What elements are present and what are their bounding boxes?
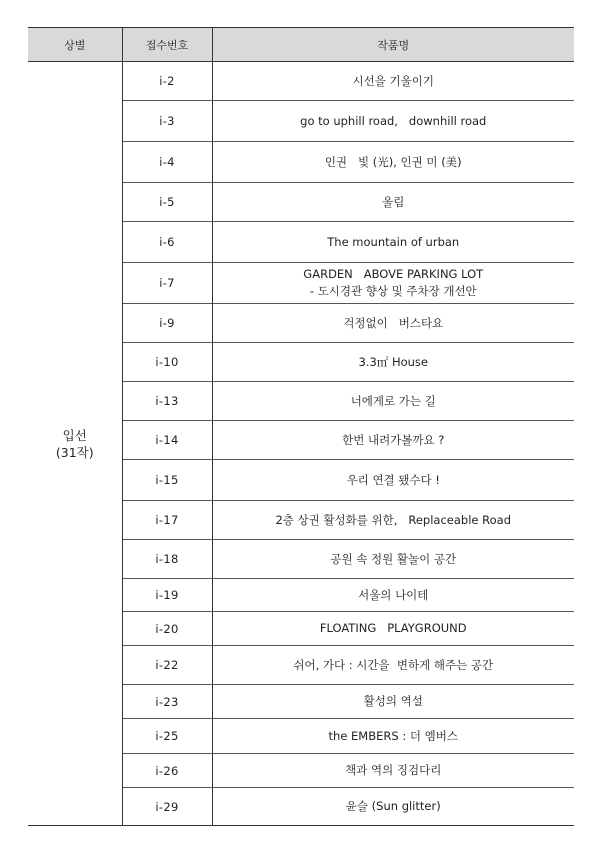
entry-number: i-3 [122,101,212,142]
entry-number: i-15 [122,460,212,501]
entry-title [212,142,574,183]
entry-number: i-4 [122,142,212,183]
entry-title-text: 공원 속 정원 활놀이 공간 [330,551,457,566]
entry-title [212,183,574,222]
table-body [28,62,574,826]
award-count: (31작) [55,444,94,460]
entry-title-text: 3.3㎡ House [358,354,428,369]
entry-title-text: 2층 상권 활성화를 위한, Replaceable Road [275,512,511,527]
entry-title [212,421,574,460]
entry-title [212,540,574,579]
entry-title-text: 책과 역의 징검다리 [345,763,442,777]
entry-number: i-19 [122,579,212,612]
entry-number: i-2 [122,62,212,101]
entry-title-text: go to uphill road, downhill road [300,113,487,128]
entry-number: i-5 [122,183,212,222]
entry-number: i-17 [122,501,212,540]
entry-number: i-22 [122,646,212,685]
table-header [28,28,574,62]
entry-title-text: 시선을 기울이기 [352,73,434,88]
entry-number: i-23 [122,685,212,719]
entry-number: i-20 [122,612,212,646]
header-row [28,28,574,62]
entry-title-text: the EMBERS : 더 엠버스 [328,728,458,743]
entry-number: i-25 [122,719,212,754]
entry-number: i-9 [122,304,212,343]
entry-title [212,501,574,540]
entry-number: i-18 [122,540,212,579]
entry-title [212,719,574,754]
award-table [28,27,574,826]
entry-title [212,579,574,612]
entry-title-text: 걱정없이 버스타요 [343,315,444,330]
entry-title-text: GARDEN ABOVE PARKING LOT [303,267,484,281]
entry-title-text: The mountain of urban [327,234,460,249]
entry-title [212,62,574,101]
entry-title [212,460,574,501]
table-row [28,62,574,101]
entry-title-text: 인권 빛 (光), 인권 미 (美) [324,154,462,169]
entry-number: i-7 [122,263,212,304]
entry-number: i-13 [122,382,212,421]
entry-title [212,263,574,304]
entry-title-text: 서울의 나이테 [358,587,429,602]
entry-number: i-10 [122,343,212,382]
entry-title-text: 우리 연결 됐수다 ! [346,472,440,487]
entry-number: i-26 [122,754,212,788]
entry-subtitle-text: - 도시경관 향상 및 주차장 개선안 [309,284,477,298]
entry-title-text: 너에게로 가는 길 [350,393,436,408]
header-award: 상별 [28,28,122,62]
entry-number: i-29 [122,788,212,826]
header-title: 작품명 [212,28,574,62]
entry-title [212,754,574,788]
entry-title [212,646,574,685]
entry-number: i-14 [122,421,212,460]
entry-title [212,222,574,263]
header-number: 접수번호 [122,28,212,62]
entry-title [212,343,574,382]
entry-title-text: 울림 [382,194,405,209]
entry-title [212,788,574,826]
entry-title-text: 한번 내려가볼까요 ? [342,432,445,447]
entry-title [212,612,574,646]
entry-number: i-6 [122,222,212,263]
entry-title [212,101,574,142]
entry-title-text: FLOATING PLAYGROUND [319,621,467,635]
entry-title-text: 활성의 역설 [363,694,423,708]
award-cell [28,62,122,826]
entry-title [212,382,574,421]
entry-title-text: 쉬어, 가다 : 시간을 변하게 해주는 공간 [293,657,494,672]
entry-title-text: 윤슬 (Sun glitter) [345,799,441,813]
entry-title [212,304,574,343]
entry-title [212,685,574,719]
award-name: 입선 [62,427,87,443]
